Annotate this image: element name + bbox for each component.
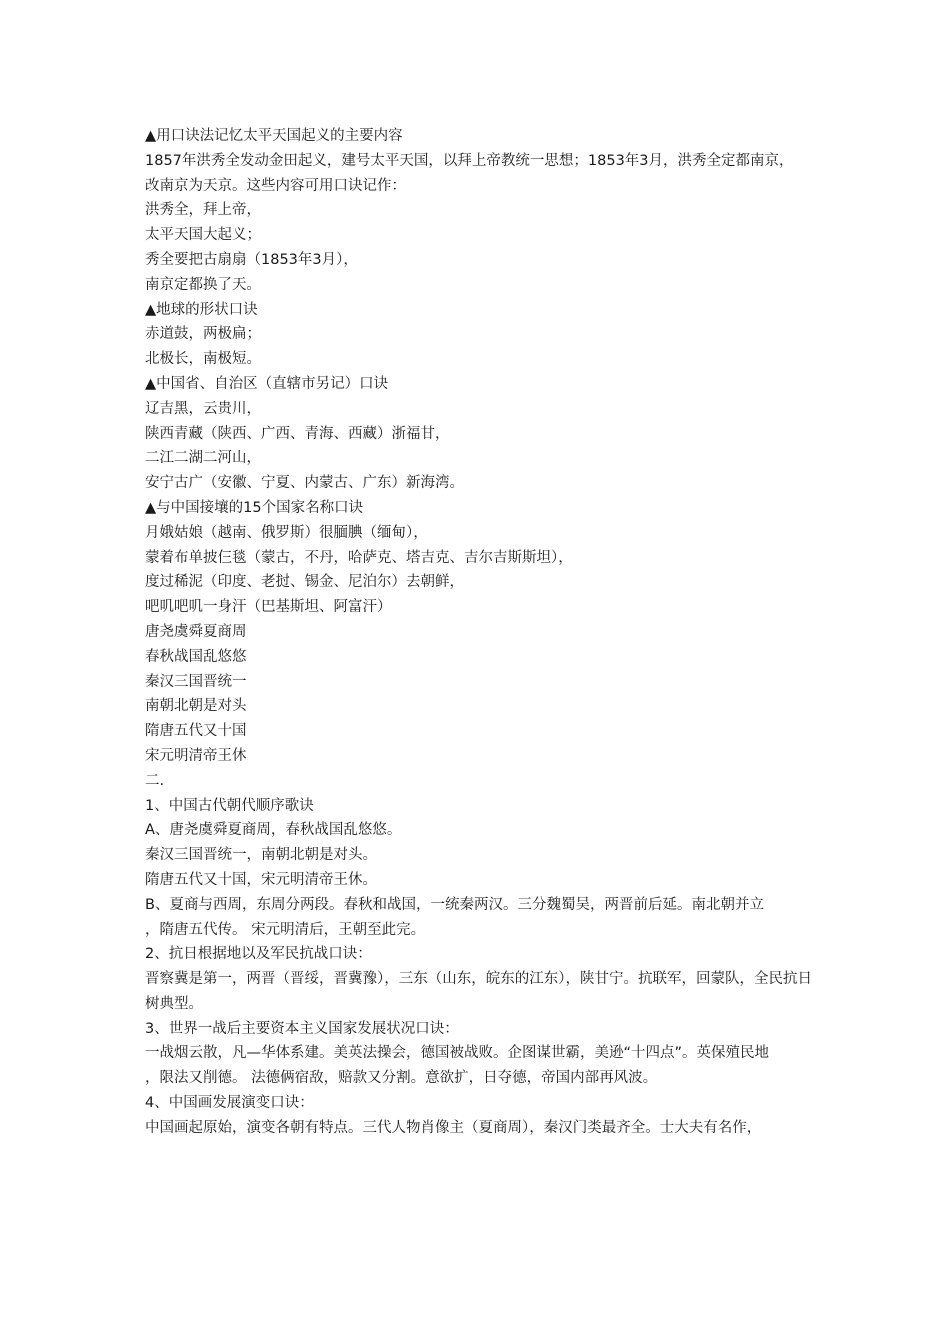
- text-line: 洪秀全，拜上帝，: [145, 202, 261, 219]
- text-line: 春秋战国乱悠悠: [145, 648, 247, 665]
- text-line: 唐尧虞舜夏商周: [145, 623, 247, 640]
- text-line: 一战烟云散，凡—华体系建。美英法操会，德国被战败。企图谋世霸，美逊“十四点”。英保殖民地: [145, 1045, 770, 1062]
- text-line: 1857年洪秀全发动金田起义，建号太平天国，以拜上帝教统一思想；1853年3月，洪秀全定都南京，: [145, 152, 794, 169]
- text-line: 宋元明清帝王休: [145, 747, 247, 764]
- text-line: 二江二湖二河山，: [145, 450, 261, 467]
- heading-dynasties: 1、中国古代朝代顺序歌诀: [145, 797, 314, 814]
- heading-base-areas: 2、抗日根据地以及军民抗战口诀：: [145, 946, 372, 963]
- heading-taiping: ▲用口诀法记忆太平天国起义的主要内容: [145, 128, 403, 144]
- heading-earth-shape: ▲地球的形状口诀: [145, 301, 258, 318]
- text-line: 隋唐五代又十国，宋元明清帝王休。: [145, 871, 377, 888]
- text-line: 北极长，南极短。: [145, 351, 261, 368]
- text-line: 蒙着布单披仨毯（蒙古，不丹，哈萨克、塔吉克、吉尔吉斯斯坦），: [145, 549, 573, 566]
- text-line: 秀全要把古扇扇（1853年3月），: [145, 251, 358, 268]
- heading-neighbors: ▲与中国接壤的15个国家名称口诀: [145, 499, 364, 516]
- heading-wwi-countries: 3、世界一战后主要资本主义国家发展状况口诀：: [145, 1020, 459, 1037]
- text-line: 度过稀泥（印度、老挝、锡金、尼泊尔）去朝鲜，: [145, 574, 464, 591]
- text-line: 安宁古广（安徽、宁夏、内蒙古、广东）新海湾。: [145, 475, 464, 492]
- text-line: 秦汉三国晋统一: [145, 673, 247, 690]
- text-line: 太平天国大起义；: [145, 227, 261, 244]
- heading-chinese-painting: 4、中国画发展演变口诀：: [145, 1095, 314, 1112]
- text-line: 赤道鼓，两极扁；: [145, 326, 261, 343]
- text-line: 南京定都换了天。: [145, 276, 261, 293]
- text-line: 吧叽吧叽一身汗（巴基斯坦、阿富汗）: [145, 599, 392, 616]
- text-line: 改南京为天京。这些内容可用口诀记作：: [145, 177, 406, 194]
- text-line: A、唐尧虞舜夏商周，春秋战国乱悠悠。: [145, 822, 402, 839]
- text-line: 晋察冀是第一，两晋（晋绥，晋冀豫），三东（山东，皖东的江东），陕甘宁。抗联军，回蒙队，全民抗日树典型。: [145, 971, 812, 1012]
- text-line: ，隋唐五代传。 宋元明清后，王朝至此完。: [145, 921, 426, 938]
- text-line: 辽吉黑，云贵川，: [145, 400, 261, 417]
- text-line: 隋唐五代又十国: [145, 723, 247, 740]
- text-line: 秦汉三国晋统一，南朝北朝是对头。: [145, 847, 377, 864]
- section-number: 二.: [145, 772, 165, 789]
- heading-provinces: ▲中国省、自治区（直辖市另记）口诀: [145, 375, 389, 392]
- text-line: ，限法又削德。 法德俩宿敌，赔款又分割。意欲扩，日夺德，帝国内部再风波。: [145, 1070, 658, 1087]
- text-line: 月娥姑娘（越南、俄罗斯）很腼腆（缅甸），: [145, 524, 428, 541]
- document-body: [145, 124, 821, 1141]
- text-line: 南朝北朝是对头: [145, 698, 247, 715]
- text-line: B、夏商与西周，东周分两段。春秋和战国，一统秦两汉。三分魏蜀吴，两晋前后延。南北朝并立: [145, 896, 764, 913]
- text-line: 陕西青藏（陕西、广西、青海、西藏）浙福甘，: [145, 425, 450, 442]
- text-line: 中国画起原始，演变各朝有特点。三代人物肖像主（夏商周），秦汉门类最齐全。士大夫有名作，: [145, 1119, 762, 1136]
